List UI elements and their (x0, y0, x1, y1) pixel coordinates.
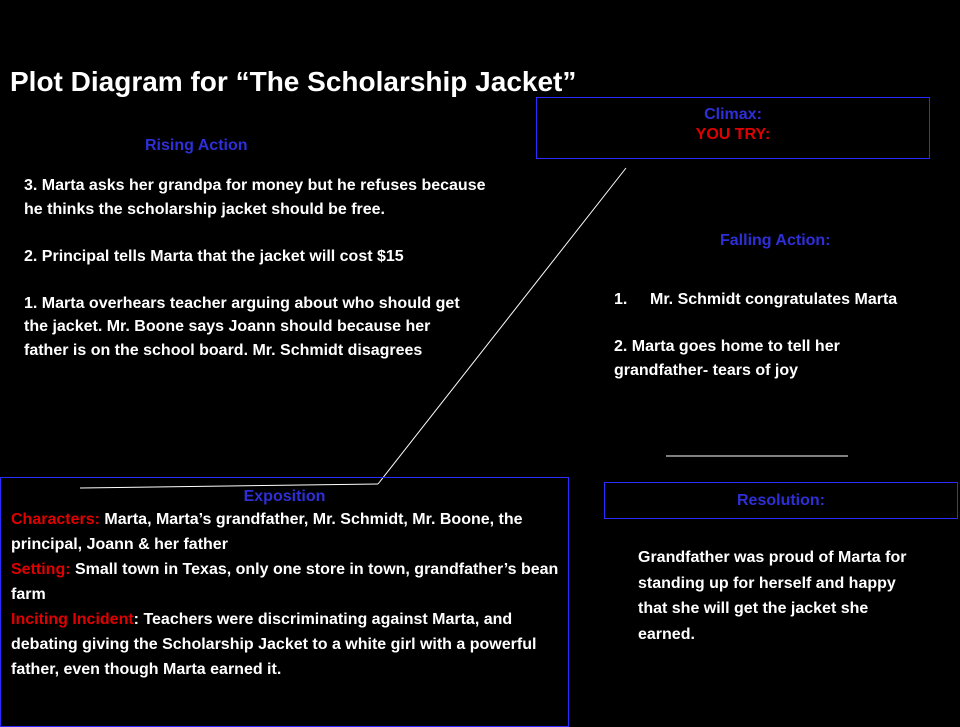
rising-action-item-3: 3. Marta asks her grandpa for money but he refuses because he thinks the scholarship jacket should be free. (24, 177, 486, 218)
resolution-text: Grandfather was proud of Marta for standing up for herself and happy that she will get the jacket she earned. (638, 549, 907, 643)
resolution-box (604, 482, 958, 519)
falling-action-list (614, 288, 934, 382)
climax-text: YOU TRY: (695, 126, 771, 143)
inciting-incident-label: Inciting Incident (11, 611, 134, 628)
rising-action-item-1: 1. Marta overhears teacher arguing about who should get the jacket. Mr. Boone says Joann should because her father is on the school board. Mr. Schmidt disagrees (24, 294, 460, 359)
climax-box (536, 97, 930, 159)
page-title: Plot Diagram for “The Scholarship Jacket” (10, 66, 577, 97)
falling-action-heading: Falling Action: (720, 232, 831, 249)
exposition-heading: Exposition (243, 488, 326, 505)
exposition-content (1, 507, 561, 682)
exposition-box (0, 477, 569, 727)
falling-action-item-1-text: Mr. Schmidt congratulates Marta (650, 291, 898, 308)
inciting-incident-text: : Teachers were discriminating against Marta, and debating giving the Scholarship Jacket to a white girl with a powerful father, even though Marta earned it. (11, 611, 537, 678)
rising-action-list (24, 174, 502, 362)
setting-text: Small town in Texas, only one store in town, grandfather’s bean farm (11, 561, 559, 603)
falling-action-item-1-number: 1. (614, 291, 628, 308)
characters-label: Characters: (11, 511, 100, 528)
rising-action-item-2: 2. Principal tells Marta that the jacket will cost $15 (24, 247, 404, 265)
rising-action-heading: Rising Action (145, 137, 248, 154)
resolution-heading: Resolution: (737, 492, 825, 509)
climax-heading: Climax: (704, 106, 762, 123)
falling-action-item-1 (614, 288, 934, 312)
setting-label: Setting: (11, 561, 71, 578)
characters-text: Marta, Marta’s grandfather, Mr. Schmidt, Mr. Boone, the principal, Joann & her father (11, 511, 523, 553)
falling-action-item-2: 2. Marta goes home to tell her grandfather- tears of joy (614, 338, 840, 379)
